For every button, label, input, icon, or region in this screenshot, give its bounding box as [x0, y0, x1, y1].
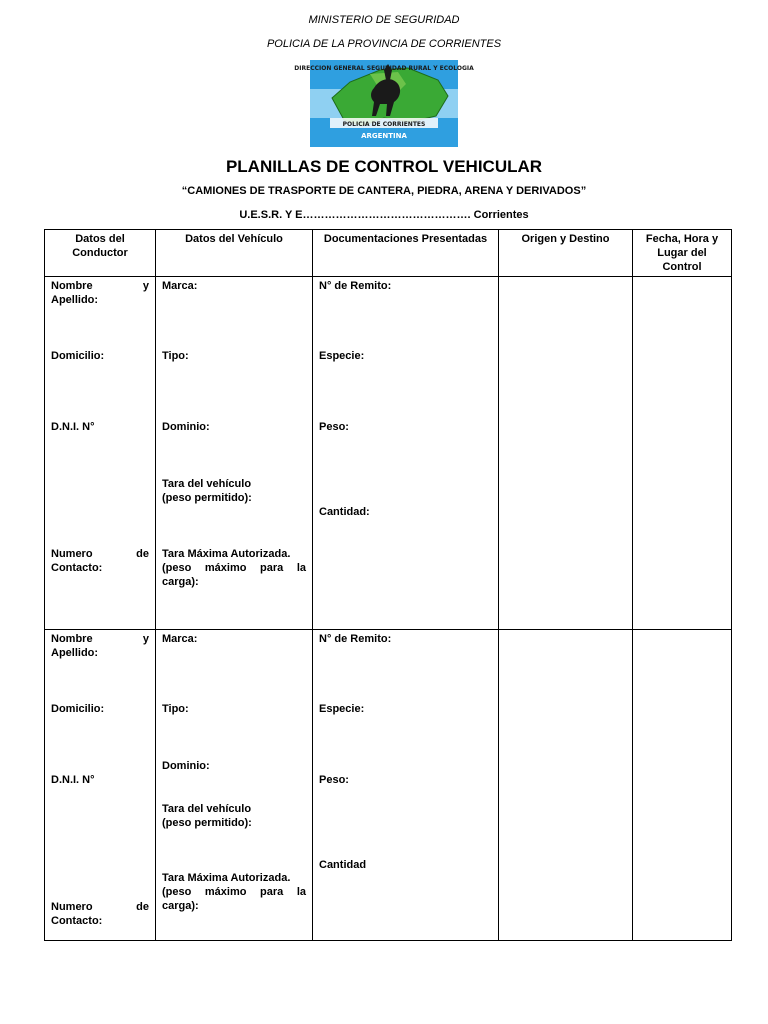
- vehicle-type-label: Tipo:: [162, 350, 189, 362]
- vehicle-cell: [156, 630, 313, 941]
- driver-contact-label: Numero: [51, 901, 93, 913]
- vehicle-type-label: Tipo:: [162, 703, 189, 715]
- vehicle-tare-label: Tara del vehículo: [162, 803, 252, 815]
- vehicle-plate-label: Dominio:: [162, 760, 210, 772]
- vehicle-max-label-2: (peso máximo para la: [162, 886, 306, 898]
- species-label: Especie:: [319, 703, 365, 715]
- police-emblem-logo: [294, 60, 474, 147]
- driver-dni-label: D.N.I. N°: [51, 774, 95, 786]
- column-header-vehicle: Datos del Vehículo: [156, 230, 313, 277]
- column-header-date-time-place: Fecha, Hora y Lugar del Control: [633, 230, 732, 277]
- vehicle-tare-label-2: (peso permitido):: [162, 817, 252, 829]
- species-label: Especie:: [319, 350, 365, 362]
- date-time-place-cell: [633, 630, 732, 941]
- driver-contact-label-de: de: [136, 548, 149, 560]
- table-row: [45, 630, 732, 941]
- remito-label: N° de Remito:: [319, 280, 392, 292]
- logo-bottom-text: POLICIA DE CORRIENTES: [342, 121, 426, 128]
- driver-name-label: Nombre: [51, 633, 93, 645]
- driver-address-label: Domicilio:: [51, 703, 105, 715]
- origin-destination-cell: [499, 277, 633, 630]
- driver-contact-label: Numero: [51, 548, 93, 560]
- vehicle-max-label-2: (peso máximo para la: [162, 562, 306, 574]
- driver-contact-label-de: de: [136, 901, 149, 913]
- vehicle-max-label-3: carga):: [162, 576, 199, 588]
- date-time-place-cell: [633, 277, 732, 630]
- driver-dni-label: D.N.I. N°: [51, 421, 95, 433]
- unit-line: U.E.S.R. Y E………………………………………. Corrientes: [239, 209, 529, 221]
- vehicle-max-label: Tara Máxima Autorizada.: [162, 548, 291, 560]
- document-title: PLANILLAS DE CONTROL VEHICULAR: [225, 157, 543, 176]
- column-header-origin-destination: Origen y Destino: [499, 230, 633, 277]
- vehicle-cell: [156, 277, 313, 630]
- driver-name-label: Nombre: [51, 280, 93, 292]
- police-heading: POLICIA DE LA PROVINCIA DE CORRIENTES: [266, 38, 502, 50]
- logo-top-text: DIRECCION GENERAL SEGURIDAD RURAL Y ECOLOGIA: [294, 65, 474, 72]
- vehicle-max-label-3: carga):: [162, 900, 199, 912]
- remito-label: N° de Remito:: [319, 633, 392, 645]
- table-header-row: [45, 230, 732, 277]
- driver-name-label-y: y: [142, 280, 149, 292]
- origin-destination-cell: [499, 630, 633, 941]
- vehicle-tare-label: Tara del vehículo: [162, 478, 252, 490]
- documents-cell: [313, 630, 499, 941]
- vehicle-max-label: Tara Máxima Autorizada.: [162, 872, 291, 884]
- table-row: [45, 277, 732, 630]
- document-subtitle: “CAMIONES DE TRASPORTE DE CANTERA, PIEDRA, ARENA Y DERIVADOS”: [181, 185, 587, 197]
- ministry-heading: MINISTERIO DE SEGURIDAD: [308, 14, 460, 26]
- driver-contact-label-2: Contacto:: [51, 915, 103, 927]
- driver-cell: [45, 277, 156, 630]
- vehicle-brand-label: Marca:: [162, 280, 198, 292]
- vehicle-brand-label: Marca:: [162, 633, 198, 645]
- vehicle-tare-label-2: (peso permitido):: [162, 492, 252, 504]
- driver-address-label: Domicilio:: [51, 350, 105, 362]
- weight-label: Peso:: [319, 774, 349, 786]
- control-table: [44, 229, 732, 941]
- column-header-documents: Documentaciones Presentadas: [313, 230, 499, 277]
- column-header-driver: Datos del Conductor: [45, 230, 156, 277]
- driver-contact-label-2: Contacto:: [51, 562, 103, 574]
- weight-label: Peso:: [319, 421, 349, 433]
- logo-country-text: ARGENTINA: [361, 132, 407, 140]
- driver-name-label-y: y: [142, 633, 149, 645]
- quantity-label: Cantidad: [319, 859, 367, 871]
- vehicle-plate-label: Dominio:: [162, 421, 210, 433]
- quantity-label: Cantidad:: [319, 506, 370, 518]
- driver-cell: [45, 630, 156, 941]
- documents-cell: [313, 277, 499, 630]
- driver-surname-label: Apellido:: [51, 294, 99, 306]
- driver-surname-label: Apellido:: [51, 647, 99, 659]
